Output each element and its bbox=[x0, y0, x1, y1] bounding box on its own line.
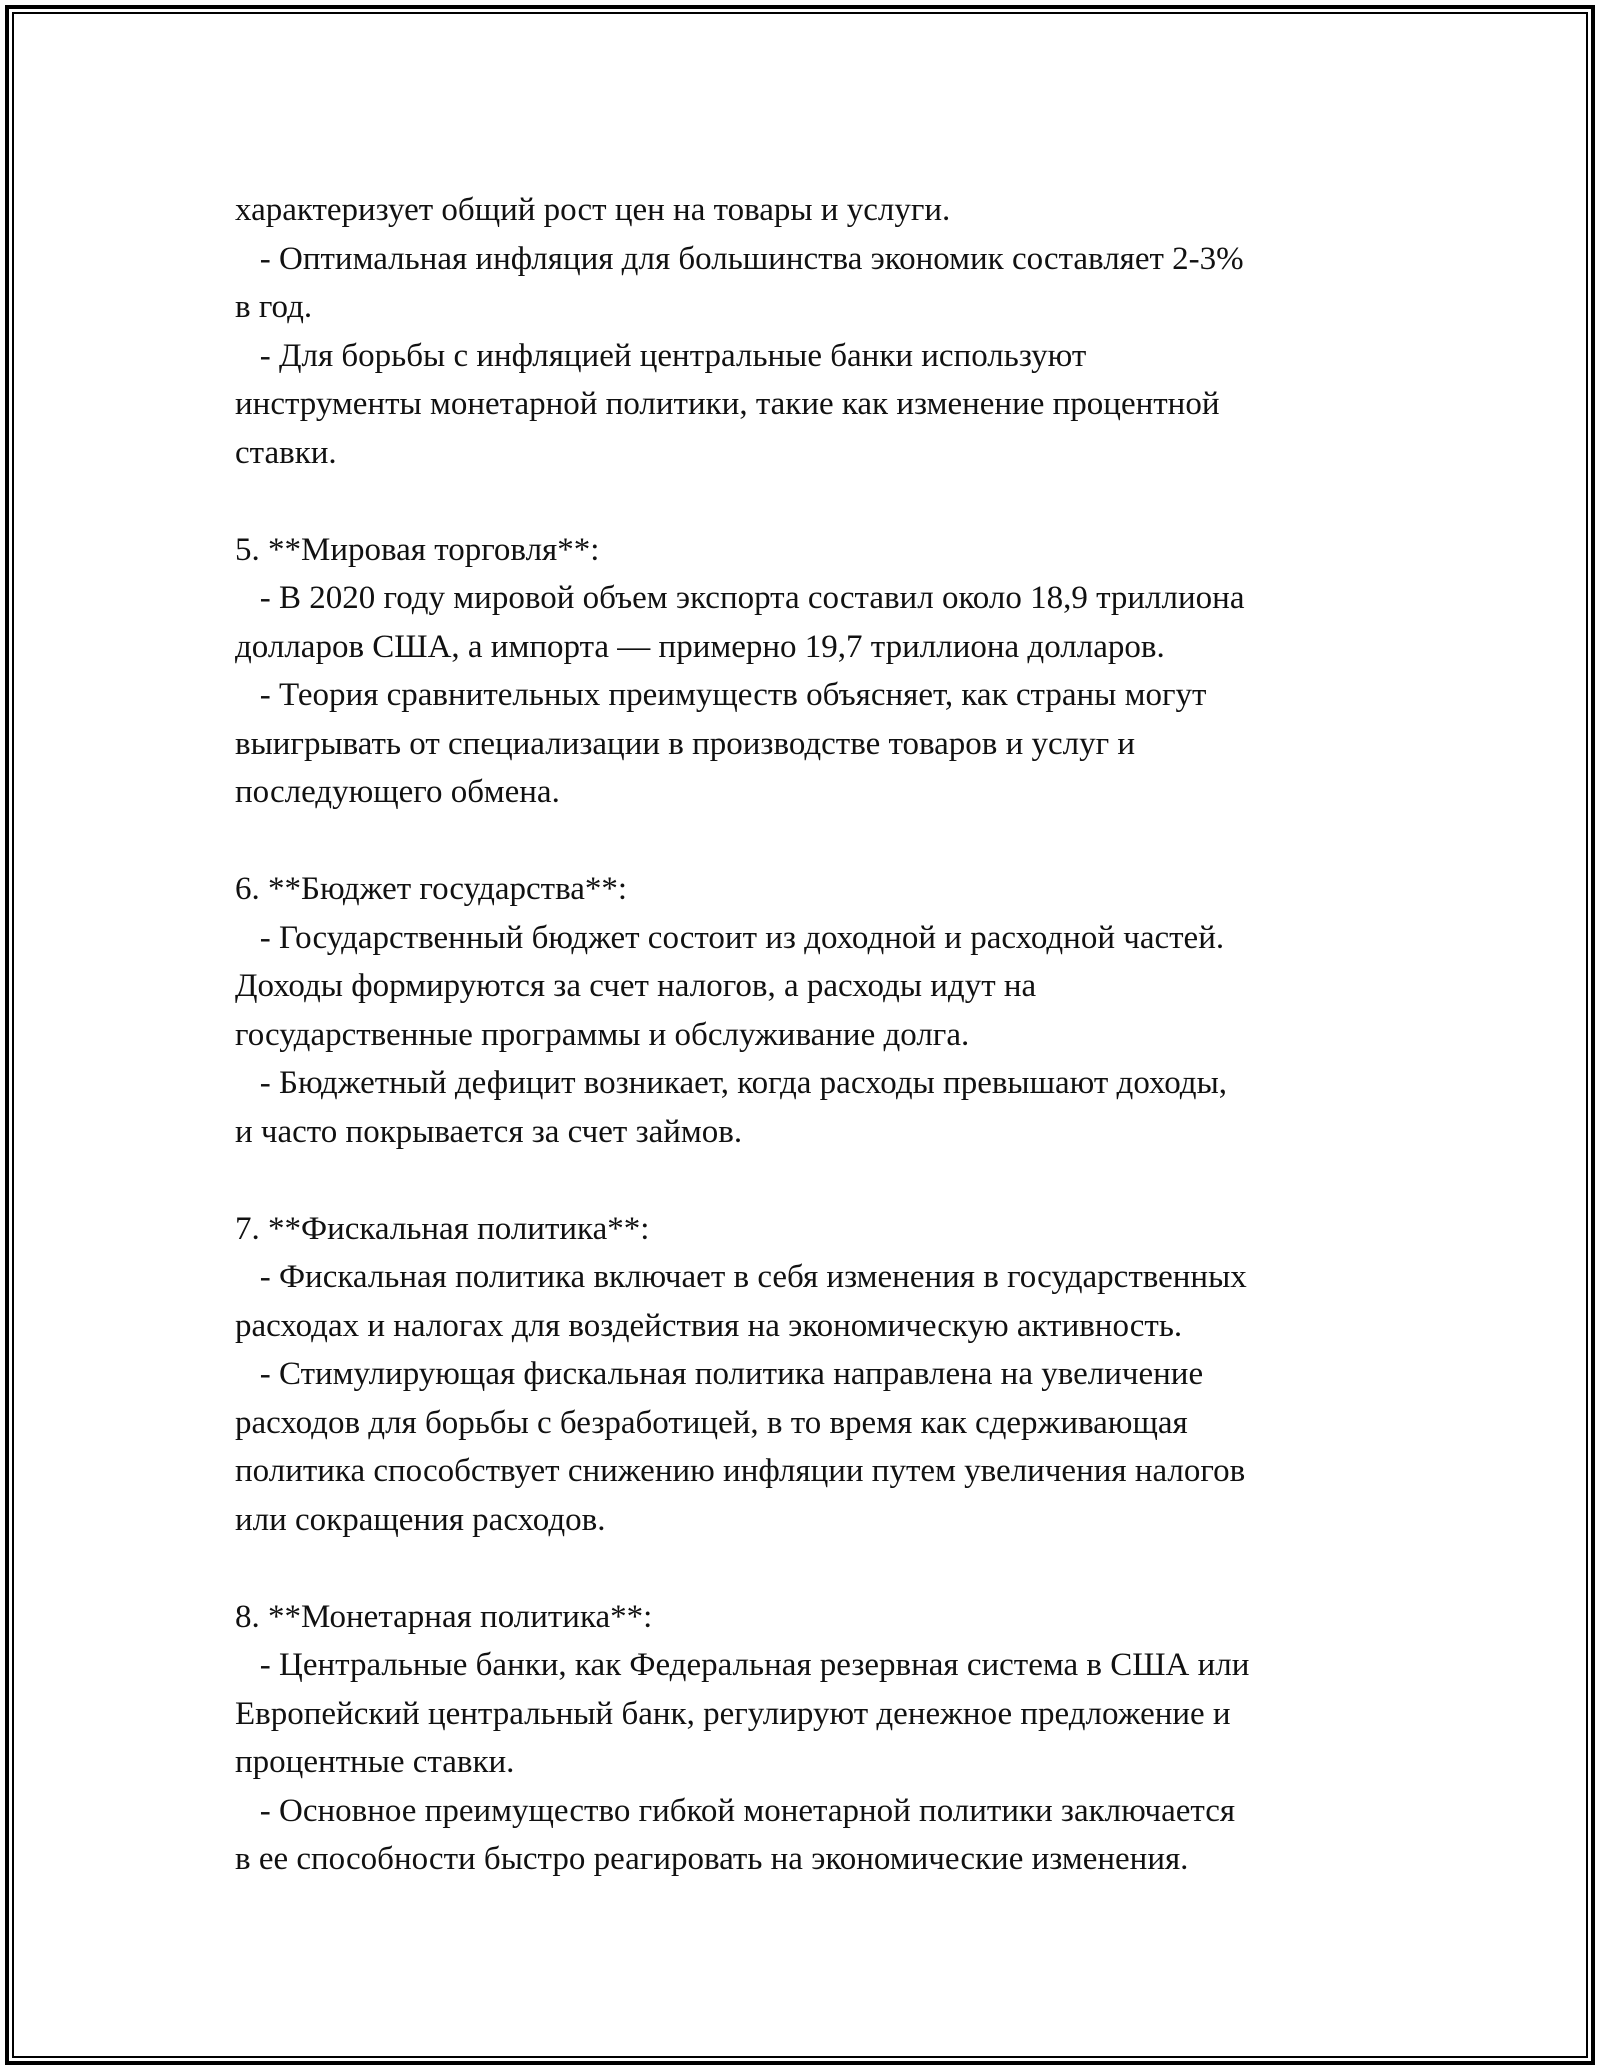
text-line: ставки. bbox=[235, 434, 337, 471]
blank-line bbox=[235, 1544, 1375, 1593]
section-heading: 7. **Фискальная политика**: bbox=[235, 1210, 650, 1247]
text-line: долларов США, а импорта — примерно 19,7 триллиона долларов. bbox=[235, 628, 1165, 665]
text-line: - В 2020 году мировой объем экспорта составил около 18,9 триллиона bbox=[235, 580, 1245, 616]
text-line: - Государственный бюджет состоит из доходной и расходной частей. bbox=[235, 919, 1225, 956]
text-line: характеризует общий рост цен на товары и услуги. bbox=[235, 192, 951, 228]
blank-line bbox=[235, 1156, 1375, 1205]
text-line: - Бюджетный дефицит возникает, когда расходы превышают доходы, bbox=[235, 1065, 1228, 1101]
text-line: расходах и налогах для воздействия на экономическую активность. bbox=[235, 1307, 1183, 1344]
text-line: Доходы формируются за счет налогов, а расходы идут на bbox=[235, 968, 1037, 1004]
text-line: расходов для борьбы с безработицей, в то время как сдерживающая bbox=[235, 1404, 1188, 1441]
text-line: и часто покрывается за счет займов. bbox=[235, 1113, 743, 1150]
text-line: - Оптимальная инфляция для большинства экономик составляет 2-3% bbox=[235, 240, 1244, 277]
document-text bbox=[235, 186, 1375, 1884]
text-line: выигрывать от специализации в производстве товаров и услуг и bbox=[235, 725, 1136, 762]
text-line: в ее способности быстро реагировать на экономические изменения. bbox=[235, 1841, 1189, 1877]
text-line: Европейский центральный банк, регулируют денежное предложение и bbox=[235, 1695, 1231, 1732]
text-line: - Для борьбы с инфляцией центральные банки используют bbox=[235, 337, 1087, 374]
text-line: государственные программы и обслуживание долга. bbox=[235, 1016, 970, 1053]
text-line: или сокращения расходов. bbox=[235, 1501, 606, 1538]
text-line: инструменты монетарной политики, такие как изменение процентной bbox=[235, 386, 1220, 422]
section-heading: 6. **Бюджет государства**: bbox=[235, 871, 628, 907]
text-line: - Фискальная политика включает в себя изменения в государственных bbox=[235, 1259, 1247, 1295]
blank-line bbox=[235, 817, 1375, 866]
text-line: процентные ставки. bbox=[235, 1744, 515, 1780]
text-line: - Стимулирующая фискальная политика направлена на увеличение bbox=[235, 1356, 1204, 1392]
section-heading: 5. **Мировая торговля**: bbox=[235, 531, 600, 568]
section-heading: 8. **Монетарная политика**: bbox=[235, 1598, 653, 1635]
text-line: - Центральные банки, как Федеральная резервная система в США или bbox=[235, 1647, 1250, 1683]
text-line: последующего обмена. bbox=[235, 774, 560, 810]
text-line: - Основное преимущество гибкой монетарной политики заключается bbox=[235, 1792, 1236, 1829]
text-line: - Теория сравнительных преимуществ объясняет, как страны могут bbox=[235, 677, 1207, 713]
text-line: в год. bbox=[235, 289, 313, 325]
blank-line bbox=[235, 477, 1375, 526]
text-line: политика способствует снижению инфляции путем увеличения налогов bbox=[235, 1453, 1246, 1489]
